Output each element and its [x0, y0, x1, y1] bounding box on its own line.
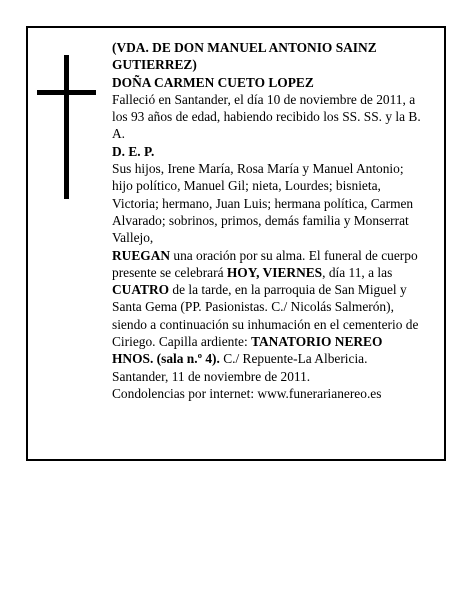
death-announcement: Falleció en Santander, el día 10 de noviembre de 2011, a los 93 años de edad, habiendo recibido los SS. SS. y la B. A.: [112, 91, 421, 142]
condolences-line: Condolencias por internet: www.funerarianereo.es: [112, 385, 382, 401]
request-text-3: de la tarde, en la parroquia de San Miguel y Santa Gema (PP. Pasionistas. C./ Nicolás Salmerón), siendo a continuación su inhumación en el cementerio de Ciriego. Capilla ardiente:: [112, 282, 419, 350]
ruegan-word: RUEGAN: [112, 247, 171, 263]
request-text-4: C./ Repuente-La Albericia.: [219, 351, 368, 367]
family-list: Sus hijos, Irene María, Rosa María y Manuel Antonio; hijo político, Manuel Gil; nieta, Lourdes; bisnieta, Victoria; hermano, Juan Luis; hermana política, Carmen Alvarado; sobrinos, primos, demás familia y Monserrat Vallejo,: [112, 161, 414, 246]
deceased-name: DOÑA CARMEN CUETO LOPEZ: [112, 74, 314, 90]
funeral-day: HOY, VIERNES: [226, 264, 323, 280]
place-date: Santander, 11 de noviembre de 2011.: [112, 368, 311, 384]
funeral-hour: CUATRO: [112, 282, 170, 298]
request-text-2: , día 11, a las: [322, 264, 393, 280]
request-text-1: una oración por su alma. El funeral de cuerpo presente se celebrará: [112, 247, 418, 280]
chapel-name: TANATORIO NEREO HNOS. (sala n.º 4).: [112, 334, 383, 367]
obituary-text: [112, 39, 424, 402]
cross-icon-bar: [37, 90, 96, 95]
cross-icon: [64, 55, 69, 199]
funeral-request: [112, 247, 424, 368]
dep-line: D. E. P.: [112, 143, 155, 159]
widow-line: (VDA. DE DON MANUEL ANTONIO SAINZ GUTIERREZ): [112, 40, 377, 73]
